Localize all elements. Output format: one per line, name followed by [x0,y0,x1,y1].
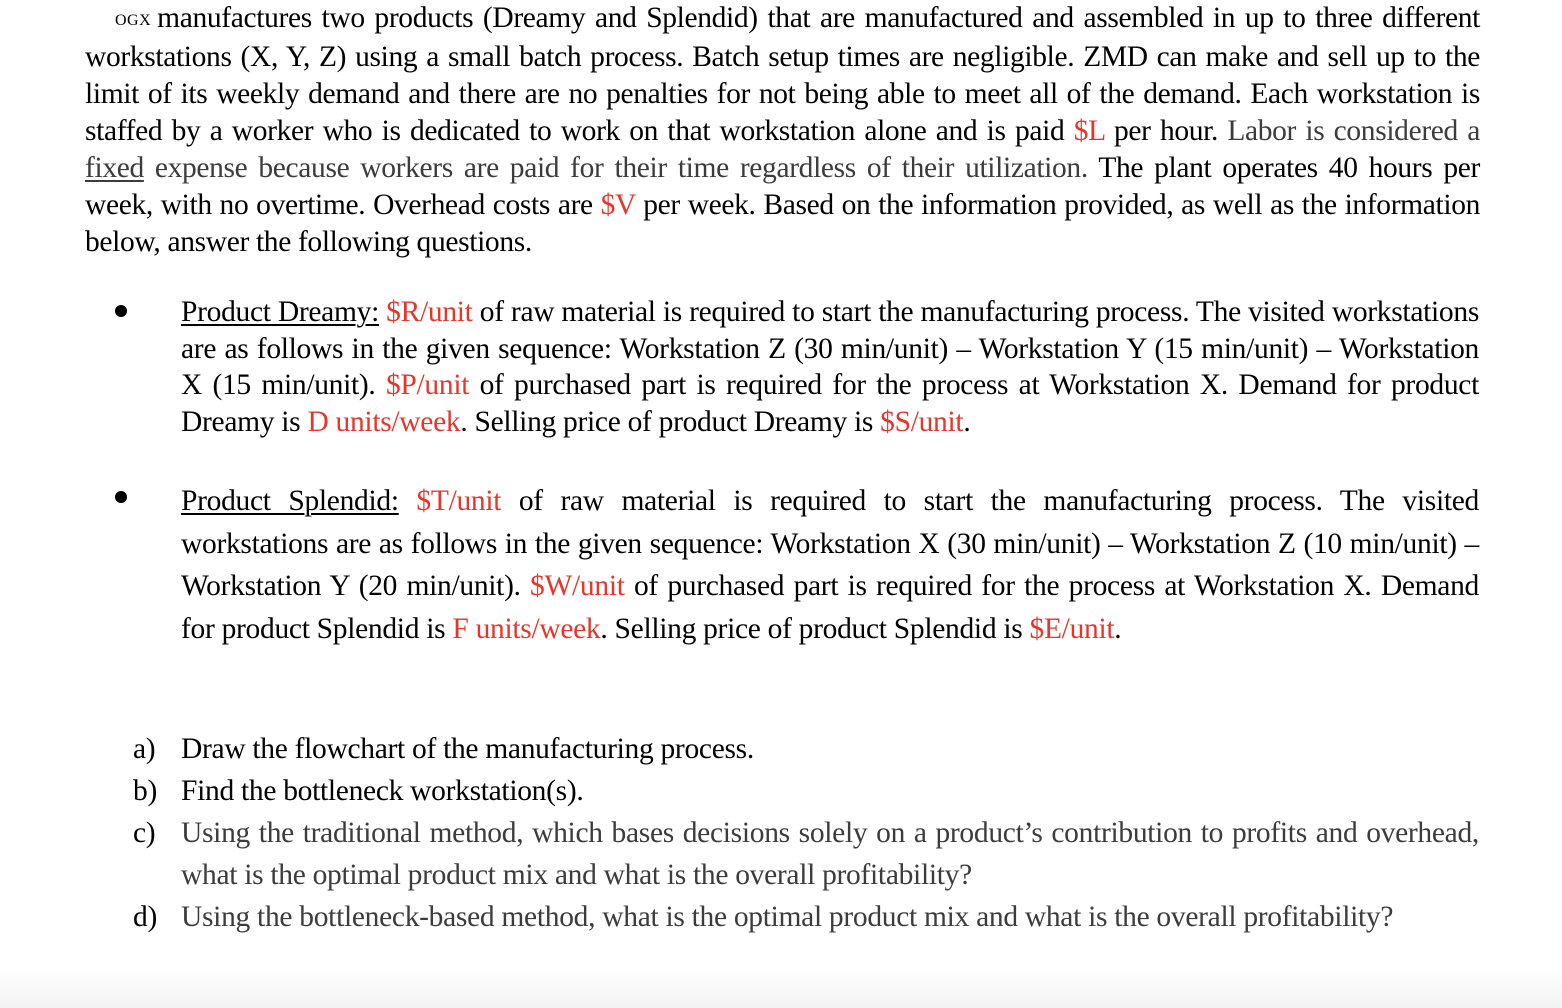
product-item-splendid [181,480,1479,650]
price-value: $E/unit [1029,612,1115,645]
product-text: of raw material is required to start the manufacturing process. The visited workstations are as follows in the given sequence: Workstation Z (30 min/unit) – Workstation Y (15 min/unit) – Workstation X (15 min/unit). [181,296,1479,401]
question-label: a) [133,733,156,765]
intro-paragraph [85,0,1480,261]
product-title: Product Splendid: [181,485,399,517]
overhead-variable: $V [600,189,636,221]
purchased-part-cost: $W/unit [530,570,625,602]
question-label: b) [133,775,157,807]
question-text: Find the bottleneck workstation(s). [181,775,584,807]
question-label: d) [133,901,157,933]
intro-text: per week. Based on the information provided, as well as the information below, answer the following questions. [85,189,1481,258]
product-item-dreamy [181,294,1479,440]
question-text: Using the traditional method, which bases decisions solely on a product’s contribution to profits and overhead, what is the optimal product mix and what is the overall profitability? [181,817,1479,891]
raw-material-cost: $T/unit [416,485,502,517]
company-name: OGX [115,12,152,29]
labor-rate-variable: $L [1073,115,1105,147]
question-b [133,770,1479,812]
demand-value: F units/week [452,612,601,645]
labor-note-text: expense because workers are paid for their time regardless of their utilization. [143,152,1088,184]
product-text: . Selling price of product Splendid is [600,612,1030,645]
product-title: Product Dreamy: [181,296,379,328]
price-value: $S/unit [880,405,964,438]
bullet-icon [115,491,127,503]
raw-material-cost: $R/unit [386,296,473,328]
purchased-part-cost: $P/unit [385,369,470,401]
labor-note-text: Labor is considered a [1227,115,1481,147]
intro-text: manufactures two products (Dreamy and Splendid) that are manufactured and assembled in up to three different workstations (X, Y, Z) using a small batch process. Batch setup times are negligible. ZMD can make and sell up to the limit of its weekly demand and there are no penalties for not being able to meet all of the demand. Each workstation is staffed by a worker who is dedicated to work on that workstation alone and is paid [85,2,1480,147]
product-text: . [963,405,971,438]
intro-text: The plant operates 40 hours per week, with no overtime. Overhead costs are [85,152,1480,221]
question-label: c) [133,817,156,849]
question-text: Using the bottleneck-based method, what is the optimal product mix and what is the overall profitability? [181,901,1394,933]
question-a [133,728,1479,770]
fixed-underlined-word: fixed [85,152,144,184]
product-text: of raw material is required to start the manufacturing process. The visited workstations are as follows in the given sequence: Workstation X (30 min/unit) – Workstation Z (10 min/unit) – Workstation Y (20 min/unit). [181,485,1479,602]
demand-value: D units/week [307,405,461,438]
product-text: . Selling price of product Dreamy is [460,405,881,438]
question-d [133,896,1479,938]
product-text: . [1114,612,1122,645]
bullet-icon [115,305,127,317]
question-text: Draw the flowchart of the manufacturing process. [181,733,754,765]
question-c [133,812,1479,896]
product-text: of purchased part is required for the process at Workstation X. Demand for product Splendid is [181,570,1479,645]
intro-text: per hour. [1104,115,1228,147]
product-text: of purchased part is required for the process at Workstation X. Demand for product Dreamy is [181,369,1479,438]
